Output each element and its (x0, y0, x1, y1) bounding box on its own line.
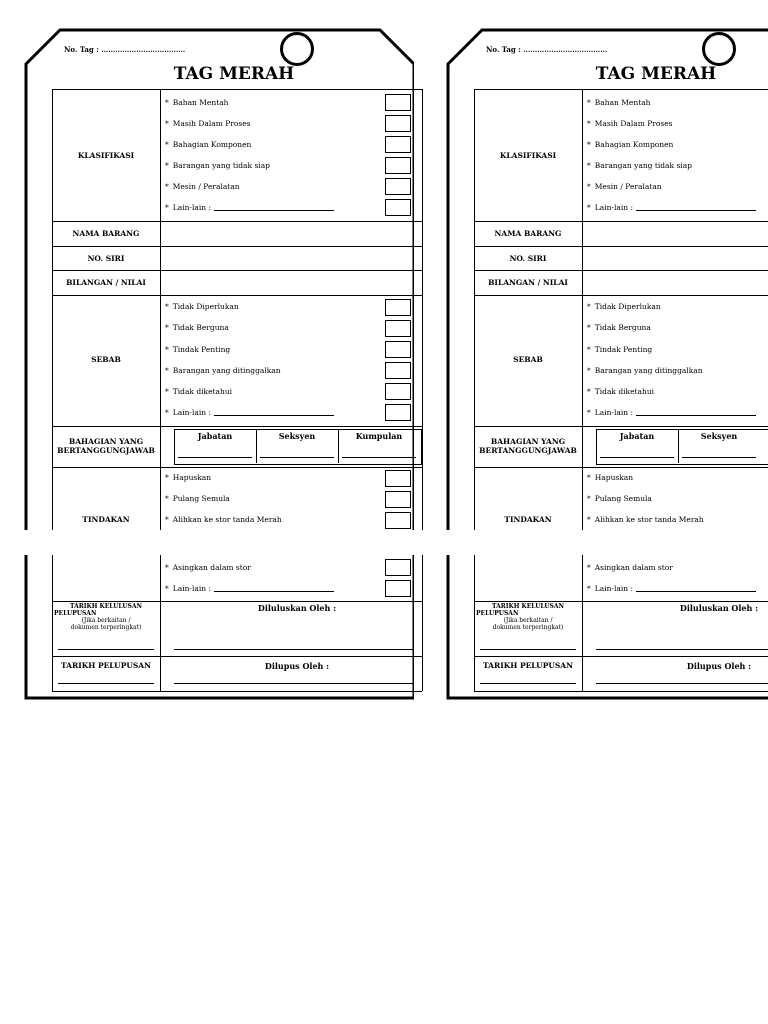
nama-barang-label: NAMA BARANG (494, 229, 562, 238)
seksyen-field[interactable] (260, 457, 334, 458)
checkbox[interactable] (385, 199, 411, 216)
checkbox[interactable] (385, 136, 411, 153)
jabatan-field[interactable] (178, 457, 252, 458)
tindakan-label: TINDAKAN (82, 515, 130, 524)
jabatan-field[interactable] (600, 457, 674, 458)
column-jabatan: Jabatan (197, 431, 233, 441)
klasifikasi-option: * Bahan Mentah (587, 98, 651, 107)
checkbox[interactable] (385, 341, 411, 358)
disposal-date-field[interactable] (58, 683, 154, 684)
tindakan-option: * Pulang Semula (165, 494, 230, 503)
approved-by-label: Diluluskan Oleh : (679, 603, 759, 613)
approval-date-field[interactable] (480, 649, 576, 650)
bilangan-label: BILANGAN / NILAI (66, 278, 146, 287)
tag-title: TAG MERAH (595, 64, 717, 84)
sebab-option: * Tidak diketahui (587, 387, 655, 396)
sebab-option-other: * Lain-lain : (165, 408, 334, 417)
checkbox[interactable] (385, 115, 411, 132)
disposed-by-label: Dilupus Oleh : (264, 661, 330, 671)
bahagian-label: BAHAGIAN YANG BERTANGGUNGJAWAB (57, 437, 155, 455)
sebab-option: * Tindak Penting (587, 345, 653, 354)
klasifikasi-option: * Masih Dalam Proses (587, 119, 673, 128)
tag-form-grid (52, 89, 422, 691)
approved-by-field[interactable] (174, 649, 414, 650)
disposed-by-field[interactable] (596, 683, 768, 684)
klasifikasi-label: KLASIFIKASI (499, 151, 557, 160)
klasifikasi-option: * Mesin / Peralatan (165, 182, 240, 191)
bilangan-label: BILANGAN / NILAI (488, 278, 568, 287)
klasifikasi-option-other: * Lain-lain : (587, 203, 756, 212)
tindakan-option: * Pulang Semula (587, 494, 652, 503)
sebab-option: * Barangan yang ditinggalkan (165, 366, 281, 375)
tindakan-option: * Asingkan dalam stor (587, 563, 673, 572)
disposed-by-field[interactable] (174, 683, 414, 684)
red-tag-right (446, 28, 768, 700)
sebab-option: * Tidak Diperlukan (165, 302, 239, 311)
checkbox[interactable] (385, 178, 411, 195)
nama-barang-label: NAMA BARANG (72, 229, 140, 238)
klasifikasi-option: * Barangan yang tidak siap (587, 161, 692, 170)
klasifikasi-option: * Barangan yang tidak siap (165, 161, 270, 170)
tarikh-pelupusan-label: TARIKH PELUPUSAN (483, 661, 573, 670)
disposal-date-field[interactable] (480, 683, 576, 684)
checkbox[interactable] (385, 94, 411, 111)
red-tag-left (24, 28, 414, 700)
tindakan-option: * Hapuskan (587, 473, 634, 482)
approved-by-field[interactable] (596, 649, 768, 650)
approved-by-label: Diluluskan Oleh : (257, 603, 337, 613)
bahagian-label: BAHAGIAN YANG BERTANGGUNGJAWAB (479, 437, 577, 455)
klasifikasi-label: KLASIFIKASI (77, 151, 135, 160)
column-kumpulan: Kumpulan (355, 431, 403, 441)
checkbox[interactable] (385, 157, 411, 174)
checkbox[interactable] (385, 320, 411, 337)
no-siri-label: NO. SIRI (509, 254, 547, 263)
sebab-option: * Tidak Diperlukan (587, 302, 661, 311)
sebab-option: * Tidak diketahui (165, 387, 233, 396)
tarikh-kelulusan-label: TARIKH KELULUSAN PELUPUSAN (Jika berkaitan / dokumen terperingkat) (476, 603, 565, 631)
klasifikasi-option: * Bahagian Komponen (165, 140, 252, 149)
klasifikasi-option: * Masih Dalam Proses (165, 119, 251, 128)
tindakan-option: * Alihkan ke stor tanda Merah (165, 515, 282, 524)
tarikh-kelulusan-label: TARIKH KELULUSAN PELUPUSAN (Jika berkaitan / dokumen terperingkat) (54, 603, 143, 631)
checkbox[interactable] (385, 580, 411, 597)
klasifikasi-option: * Mesin / Peralatan (587, 182, 662, 191)
disposed-by-label: Dilupus Oleh : (686, 661, 752, 671)
no-siri-label: NO. SIRI (87, 254, 125, 263)
checkbox[interactable] (385, 404, 411, 421)
sebab-option: * Tidak Berguna (165, 323, 229, 332)
sebab-option: * Barangan yang ditinggalkan (587, 366, 703, 375)
column-seksyen: Seksyen (700, 431, 738, 441)
tag-form-grid (474, 89, 768, 691)
checkbox[interactable] (385, 362, 411, 379)
klasifikasi-option: * Bahan Mentah (165, 98, 229, 107)
approval-date-field[interactable] (58, 649, 154, 650)
checkbox[interactable] (385, 299, 411, 316)
tarikh-pelupusan-label: TARIKH PELUPUSAN (61, 661, 151, 670)
tindakan-option-other: * Lain-lain : (165, 584, 334, 593)
sebab-option: * Tidak Berguna (587, 323, 651, 332)
tindakan-option-other: * Lain-lain : (587, 584, 756, 593)
klasifikasi-option-other: * Lain-lain : (165, 203, 334, 212)
column-jabatan: Jabatan (619, 431, 655, 441)
tag-title: TAG MERAH (173, 64, 295, 84)
checkbox[interactable] (385, 559, 411, 576)
tag-number-label: No. Tag : ……………………………… (486, 45, 608, 54)
page-gap (0, 530, 768, 555)
tindakan-option: * Asingkan dalam stor (165, 563, 251, 572)
checkbox[interactable] (385, 383, 411, 400)
sebab-label: SEBAB (513, 355, 543, 364)
tindakan-option: * Alihkan ke stor tanda Merah (587, 515, 704, 524)
checkbox[interactable] (385, 491, 411, 508)
tag-number-label: No. Tag : ……………………………… (64, 45, 186, 54)
sebab-label: SEBAB (91, 355, 121, 364)
checkbox[interactable] (385, 470, 411, 487)
kumpulan-field[interactable] (342, 457, 416, 458)
tag-hole (280, 32, 314, 66)
sebab-option: * Tindak Penting (165, 345, 231, 354)
klasifikasi-option: * Bahagian Komponen (587, 140, 674, 149)
tindakan-option: * Hapuskan (165, 473, 212, 482)
seksyen-field[interactable] (682, 457, 756, 458)
checkbox[interactable] (385, 512, 411, 529)
column-seksyen: Seksyen (278, 431, 316, 441)
tindakan-label: TINDAKAN (504, 515, 552, 524)
sebab-option-other: * Lain-lain : (587, 408, 756, 417)
tag-hole (702, 32, 736, 66)
